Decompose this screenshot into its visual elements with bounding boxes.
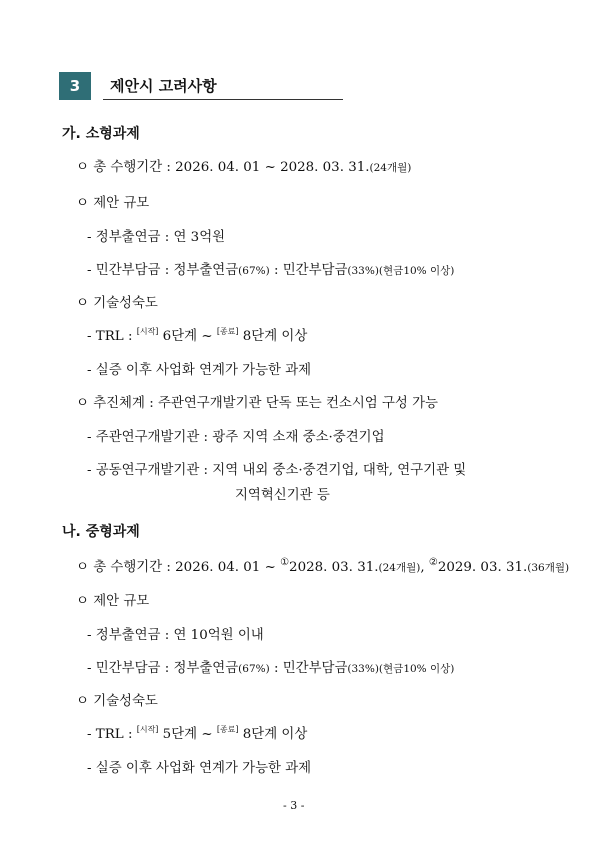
medium-note2: (36개월): [527, 562, 570, 574]
medium-scale-label: ㅇ 제안 규모: [76, 594, 150, 609]
small-trl-end-tag: [종료]: [216, 327, 239, 336]
medium-note1: (24개월): [378, 562, 421, 574]
medium-period-b: 2028. 03. 31.: [289, 560, 379, 575]
medium-private-text-a: - 민간부담금 : 정부출연금: [87, 661, 239, 676]
medium-period: [76, 556, 569, 575]
small-joint-org-line1: - 공동연구개발기관 : 지역 내외 중소·중견기업, 대학, 연구기관 및: [87, 463, 467, 478]
subsection-title-medium: 나. 중형과제: [62, 524, 140, 540]
small-trl-a: - TRL :: [87, 329, 137, 344]
page-number: - 3 -: [283, 799, 305, 812]
medium-commercial: - 실증 이후 사업화 연계가 가능한 과제: [87, 761, 312, 776]
medium-trl-c: 8단계 이상: [238, 727, 308, 742]
medium-circle2: ②: [428, 557, 438, 568]
small-period-note: (24개월): [369, 162, 412, 174]
small-private-pct2: (33%)(현금10% 이상): [347, 265, 455, 277]
medium-trl-end-tag: [종료]: [216, 725, 239, 734]
small-gov-funding: - 정부출연금 : 연 3억원: [87, 230, 226, 245]
subsection-title-small: 가. 소형과제: [62, 126, 140, 142]
section-title: 제안시 고려사항: [110, 77, 217, 95]
small-private-pct1: (67%): [238, 265, 270, 277]
small-private-funding: [87, 259, 454, 278]
small-period: [76, 156, 411, 175]
medium-period-c: ,: [420, 560, 429, 575]
small-private-text-b: : 민간부담금: [269, 263, 348, 278]
small-tech-label: ㅇ 기술성숙도: [76, 296, 158, 311]
small-trl-start-tag: [시작]: [136, 327, 159, 336]
medium-private-text-b: : 민간부담금: [269, 661, 348, 676]
small-lead-org: - 주관연구개발기관 : 광주 지역 소재 중소·중견기업: [87, 430, 385, 445]
section-number-badge: 3: [59, 72, 91, 100]
medium-private-funding: [87, 657, 454, 676]
small-private-text-a: - 민간부담금 : 정부출연금: [87, 263, 239, 278]
medium-gov-funding: - 정부출연금 : 연 10억원 이내: [87, 628, 264, 643]
small-scale-label: ㅇ 제안 규모: [76, 196, 150, 211]
medium-trl: [87, 723, 307, 742]
medium-trl-b: 5단계 ~: [158, 727, 217, 742]
medium-period-d: 2029. 03. 31.: [437, 560, 528, 575]
small-trl-c: 8단계 이상: [238, 329, 308, 344]
medium-period-a: ㅇ 총 수행기간 : 2026. 04. 01 ~: [76, 560, 281, 575]
medium-circle1: ①: [280, 557, 290, 568]
small-system: ㅇ 추진체계 : 주관연구개발기관 단독 또는 컨소시엄 구성 가능: [76, 396, 438, 411]
small-trl-b: 6단계 ~: [158, 329, 217, 344]
small-trl: [87, 325, 307, 344]
medium-trl-start-tag: [시작]: [136, 725, 159, 734]
small-joint-org-line2: 지역혁신기관 등: [235, 488, 330, 503]
section-title-underline: [103, 99, 343, 100]
small-commercial: - 실증 이후 사업화 연계가 가능한 과제: [87, 363, 312, 378]
medium-tech-label: ㅇ 기술성숙도: [76, 694, 158, 709]
medium-private-pct1: (67%): [238, 663, 270, 675]
medium-trl-a: - TRL :: [87, 727, 137, 742]
small-period-text: ㅇ 총 수행기간 : 2026. 04. 01 ~ 2028. 03. 31.: [76, 160, 370, 175]
medium-private-pct2: (33%)(현금10% 이상): [347, 663, 455, 675]
